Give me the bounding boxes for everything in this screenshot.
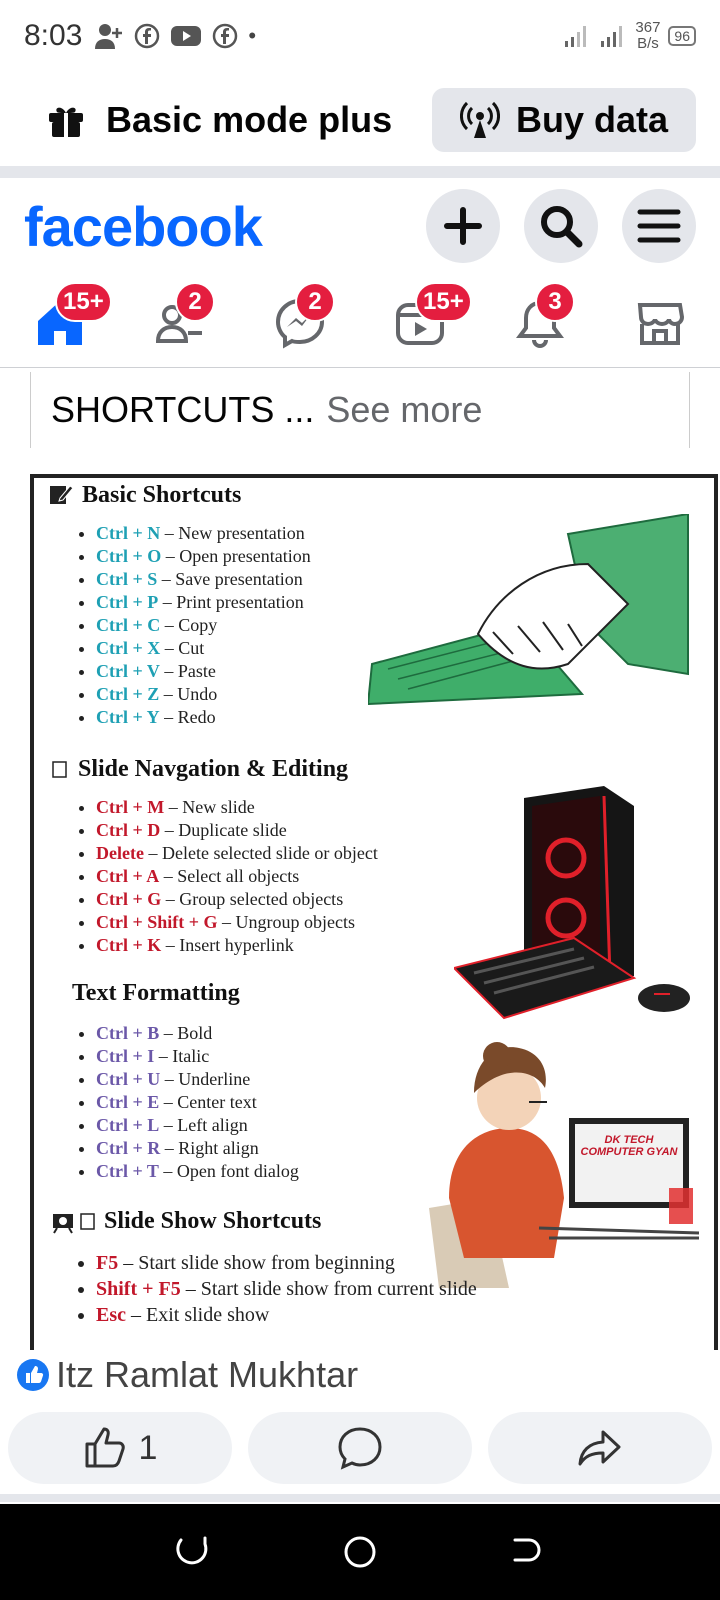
list-item: • Ctrl + X – Cut [96,637,311,660]
search-icon [539,204,583,248]
like-button[interactable] [8,1412,232,1484]
list-item: • Delete – Delete selected slide or object [96,842,378,865]
divider [0,166,720,178]
plus-icon [443,206,483,246]
broadcast-icon [460,100,500,140]
list-item: • Ctrl + Z – Undo [96,683,311,706]
friends-badge: 2 [175,282,215,322]
battery-icon [668,26,696,46]
recent-apps-icon[interactable] [175,1534,211,1570]
comment-icon [337,1426,383,1470]
tab-friends[interactable] [145,288,215,358]
screen-label-line1: DK TECH [604,1134,654,1146]
create-button[interactable] [426,189,500,263]
divider [0,1494,720,1502]
thumbs-up-icon [83,1426,129,1470]
status-bar [0,0,720,72]
list-item: • Ctrl + M – New slide [96,796,378,819]
home-circle-icon[interactable] [342,1534,378,1570]
buy-data-button[interactable] [432,88,696,152]
messenger-badge: 2 [295,282,335,322]
facebook-notification-icon-2 [212,23,238,49]
system-navigation-bar [0,1504,720,1600]
list-item: • Ctrl + N – New presentation [96,522,311,545]
list-item: • Ctrl + U – Underline [96,1068,299,1091]
add-friend-notification-icon [94,22,124,50]
post-actions [8,1412,712,1484]
section-title-slide-navigation: Slide Navgation & Editing [78,756,349,782]
basic-mode-bar [0,80,720,160]
back-icon[interactable] [509,1534,545,1570]
menu-button[interactable] [622,189,696,263]
signal-2-icon [599,23,627,49]
list-item: • Ctrl + D – Duplicate slide [96,819,378,842]
list-item: • Ctrl + E – Center text [96,1091,299,1114]
facebook-logo[interactable]: facebook [24,194,262,258]
list-item: • Ctrl + C – Copy [96,614,311,637]
list-item: • Ctrl + V – Paste [96,660,311,683]
post-author[interactable] [16,1354,358,1396]
typing-hands-illustration [368,514,698,714]
net-speed-unit: B/s [637,35,659,52]
home-badge: 15+ [55,282,112,322]
facebook-header [0,180,720,272]
gaming-pc-illustration [454,778,704,1038]
status-notification-icons [94,22,256,50]
list-item: • Ctrl + I – Italic [96,1045,299,1068]
list-item: • Ctrl + R – Right align [96,1137,299,1160]
video-badge: 15+ [415,282,472,322]
list-item: • Ctrl + S – Save presentation [96,568,311,591]
list-item: • Ctrl + B – Bold [96,1022,299,1045]
section-title-slide-show: Slide Show Shortcuts [104,1208,322,1234]
screen-label-line2: COMPUTER GYAN [580,1146,678,1158]
basic-mode-button[interactable] [46,99,392,141]
buy-data-label: Buy data [515,99,669,140]
list-item: • Ctrl + A – Select all objects [96,865,378,888]
signal-1-icon [563,23,591,49]
nav-tabs [0,278,720,368]
post-caption [30,372,690,448]
gift-icon [46,100,86,140]
notifications-badge: 3 [535,282,575,322]
search-button[interactable] [524,189,598,263]
list-item: • Ctrl + L – Left align [96,1114,299,1137]
list-item: • Shift + F5 – Start slide show from current slide [96,1276,477,1302]
list-item: • Ctrl + Y – Redo [96,706,311,729]
like-reaction-icon [16,1358,50,1392]
list-item: • Ctrl + P – Print presentation [96,591,311,614]
section-title-text-formatting: Text Formatting [72,980,240,1006]
network-speed [635,20,660,52]
section-title-basic: Basic Shortcuts [82,482,242,508]
status-system-icons [563,20,696,52]
tab-notifications[interactable] [505,288,575,358]
projector-icon [52,1212,76,1234]
facebook-notification-icon [134,23,160,49]
youtube-notification-icon [170,24,202,48]
status-time: 8:03 [24,19,83,52]
caption-text: SHORTCUTS ... [51,389,315,430]
tab-home[interactable] [25,287,104,358]
hamburger-menu-icon [637,206,681,246]
battery-level: 96 [674,28,690,44]
author-name: Itz Ramlat Mukhtar [56,1354,359,1395]
list-item: • Ctrl + K – Insert hyperlink [96,934,378,957]
checkbox-icon-2 [80,1213,96,1231]
list-item: • F5 – Start slide show from beginning [96,1250,477,1276]
marketplace-icon [634,297,686,349]
list-item: • Esc – Exit slide show [96,1302,477,1328]
net-speed-value: 367 [635,19,661,36]
text-formatting-list [96,1022,299,1183]
see-more-link[interactable]: See more [326,389,483,430]
slide-show-list [96,1250,477,1328]
basic-mode-label: Basic mode plus [106,99,393,140]
post-image[interactable] [30,474,718,1350]
list-item: • Ctrl + T – Open font dialog [96,1160,299,1183]
screen-label [574,1134,684,1158]
tab-video[interactable] [385,287,464,358]
notepad-pen-icon [48,482,74,506]
list-item: • Ctrl + O – Open presentation [96,545,311,568]
more-notifications-dot: • [248,23,257,48]
share-icon [577,1428,623,1468]
list-item: • Ctrl + G – Group selected objects [96,888,378,911]
tab-marketplace[interactable] [625,288,695,358]
like-count: 1 [138,1428,158,1467]
basic-shortcuts-list [96,522,311,729]
list-item: • Ctrl + Shift + G – Ungroup objects [96,911,378,934]
checkbox-icon [52,761,68,779]
comment-button[interactable] [248,1412,472,1484]
share-button[interactable] [488,1412,712,1484]
tab-messenger[interactable] [265,288,335,358]
slide-navigation-list [96,796,378,957]
